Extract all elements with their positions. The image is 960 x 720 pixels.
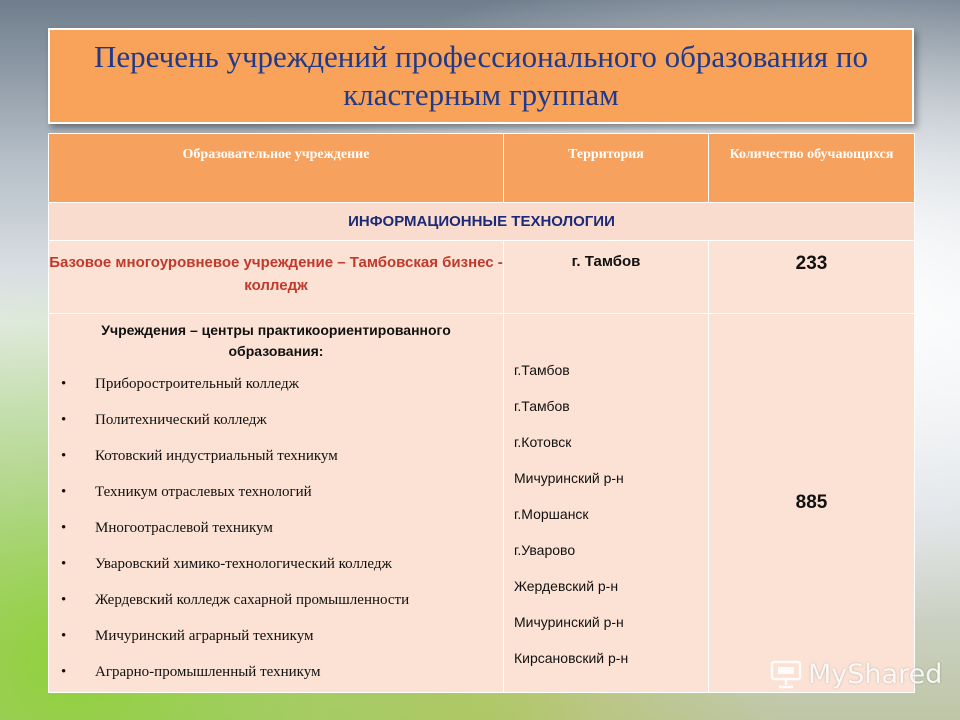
slide-title: Перечень учреждений профессионального образования по кластерным группам [94, 39, 868, 112]
list-item [61, 510, 503, 546]
column-header-territory: Территория [504, 134, 709, 203]
institutions-table [48, 133, 915, 693]
table-header-row [49, 134, 915, 203]
territory-item: Кирсановский р-н [514, 650, 629, 666]
bullet-icon: • [61, 448, 67, 464]
base-institution-count: 233 [709, 241, 915, 314]
territory-item: Жердевский р-н [514, 578, 619, 594]
territory-item: г.Тамбов [514, 398, 570, 414]
territory-item: г.Котовск [514, 434, 572, 450]
territory-item: г.Моршанск [514, 506, 589, 522]
practice-centers-lead: Учреждения – центры практикоориентированного образования: [101, 322, 451, 359]
list-item-label: Многоотраслевой техникум [95, 520, 273, 536]
base-institution-territory: г. Тамбов [504, 241, 709, 314]
slide-title-box [48, 28, 914, 124]
list-item [61, 654, 503, 690]
bullet-icon: • [61, 376, 67, 392]
list-item-label: Котовский индустриальный техникум [95, 448, 338, 464]
list-item-label: Мичуринский аграрный техникум [95, 628, 314, 644]
base-institution-name: Базовое многоуровневое учреждение – Тамбовская бизнес - колледж [49, 241, 504, 314]
list-item [61, 402, 503, 438]
practice-centers-cell [49, 314, 504, 693]
list-item-label: Техникум отраслевых технологий [95, 484, 312, 500]
list-item [61, 618, 503, 654]
list-item [61, 474, 503, 510]
practice-centers-row [49, 314, 915, 693]
watermark [770, 656, 942, 692]
bullet-icon: • [61, 412, 67, 428]
list-item [61, 582, 503, 618]
bullet-icon: • [61, 592, 67, 608]
list-item-label: Аграрно-промышленный техникум [95, 664, 321, 680]
bullet-icon: • [61, 556, 67, 572]
list-item [61, 546, 503, 582]
bullet-icon: • [61, 628, 67, 644]
base-institution-row [49, 241, 915, 314]
territory-list [504, 314, 708, 676]
column-header-institution: Образовательное учреждение [49, 134, 504, 203]
list-item-label: Жердевский колледж сахарной промышленности [95, 592, 410, 608]
section-title: ИНФОРМАЦИОННЫЕ ТЕХНОЛОГИИ [49, 203, 915, 241]
territory-item: г.Тамбов [514, 362, 570, 378]
list-item-label: Политехнический колледж [95, 412, 267, 428]
section-row [49, 203, 915, 241]
bullet-icon: • [61, 664, 67, 680]
territory-item: г.Уварово [514, 542, 576, 558]
bullet-icon: • [61, 520, 67, 536]
practice-centers-territories-cell [504, 314, 709, 693]
territory-item: Мичуринский р-н [514, 470, 624, 486]
column-header-count: Количество обучающихся [709, 134, 915, 203]
list-item [61, 438, 503, 474]
list-item-label: Уваровский химико-технологический колледж [95, 556, 392, 572]
practice-centers-list [49, 366, 503, 690]
presentation-board-icon [770, 659, 802, 689]
practice-centers-count: 885 [709, 314, 915, 693]
list-item [61, 366, 503, 402]
bullet-icon: • [61, 484, 67, 500]
territory-item: Мичуринский р-н [514, 614, 624, 630]
list-item-label: Приборостроительный колледж [95, 376, 299, 392]
watermark-text: MyShared [808, 658, 943, 690]
